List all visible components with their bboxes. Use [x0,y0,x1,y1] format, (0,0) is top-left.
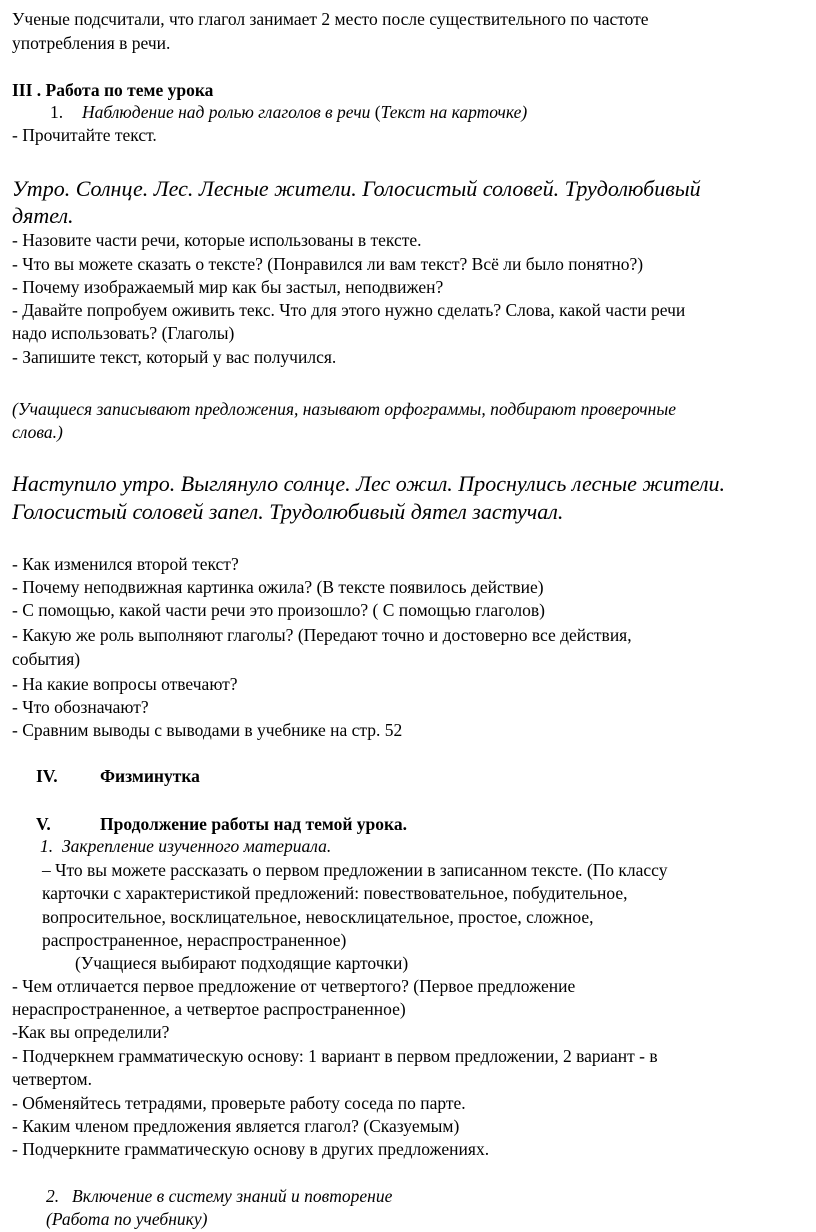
item-number: 1. [50,102,64,122]
numbered-item-2 [46,1185,392,1207]
question-line: - Каким членом предложения является глагол? (Сказуемым) [12,1116,460,1136]
section-heading-iii: III . Работа по теме урока [12,80,214,100]
item-number: 1. [40,836,54,856]
revised-text-line: Наступило утро. Выглянуло солнце. Лес ожил. Проснулись лесные жители. [12,471,726,496]
question-line: - Подчеркните грамматическую основу в других предложениях. [12,1139,490,1159]
item-number: 2. [46,1186,60,1206]
question-line: - Почему изображаемый мир как бы застыл, неподвижен? [12,277,444,297]
numbered-item-1 [40,835,331,857]
question-line: - Что обозначают? [12,697,149,717]
question-line: четвертом. [12,1069,92,1089]
paragraph-line: распространенное, нераспространенное) [42,930,347,950]
remark-line: (Учащиеся записывают предложения, называют орфограммы, подбирают проверочные [12,399,676,419]
question-line: - Запишите текст, который у вас получился. [12,347,337,367]
paragraph-line: карточки с характеристикой предложений: повествовательное, побудительное, [42,883,628,903]
question-line: события) [12,649,81,669]
question-line: нераспространенное, а четвертое распространенное) [12,999,406,1019]
item-title: Закрепление изученного материала. [62,836,332,856]
section-title: Продолжение работы над темой урока. [100,814,407,834]
sample-text-line: Утро. Солнце. Лес. Лесные жители. Голосистый соловей. Трудолюбивый [12,176,701,201]
question-line: - Чем отличается первое предложение от четвертого? (Первое предложение [12,976,576,996]
item-title: Наблюдение над ролью глаголов в речи [82,102,371,122]
paragraph-line: употребления в речи. [12,33,171,53]
question-line: - Какую же роль выполняют глаголы? (Передают точно и достоверно все действия, [12,625,632,645]
item-note: (Работа по учебнику) [46,1209,208,1229]
section-heading-v [36,813,407,835]
section-number: IV. [36,766,58,786]
question-line: - Давайте попробуем оживить текс. Что для этого нужно сделать? Слова, какой части речи [12,300,686,320]
remark-line: слова.) [12,422,63,442]
question-line: - С помощью, какой части речи это произошло? ( С помощью глаголов) [12,600,545,620]
paragraph-line: (Учащиеся выбирают подходящие карточки) [75,953,409,973]
section-number: V. [36,814,51,834]
item-paren: ( [370,102,381,122]
item-title: Включение в систему знаний и повторение [72,1186,393,1206]
question-line: - Как изменился второй текст? [12,554,239,574]
numbered-item-1 [50,101,527,123]
sample-text-line: дятел. [12,203,74,228]
question-line: - Что вы можете сказать о тексте? (Понравился ли вам текст? Всё ли было понятно?) [12,254,644,274]
question-line: - Обменяйтесь тетрадями, проверьте работу соседа по парте. [12,1093,466,1113]
question-line: - Почему неподвижная картинка ожила? (В тексте появилось действие) [12,577,544,597]
paragraph-line: Ученые подсчитали, что глагол занимает 2 место после существительного по частоте [12,9,649,29]
section-heading-iv [36,765,200,787]
question-line: -Как вы определили? [12,1022,170,1042]
question-line: - Сравним выводы с выводами в учебнике на стр. 52 [12,720,403,740]
paragraph-line: вопросительное, восклицательное, невосклицательное, простое, сложное, [42,907,594,927]
question-line: надо использовать? (Глаголы) [12,323,235,343]
paragraph-line: – Что вы можете рассказать о первом предложении в записанном тексте. (По классу [42,860,668,880]
paragraph-line: - Прочитайте текст. [12,125,157,145]
question-line: - Назовите части речи, которые использованы в тексте. [12,230,422,250]
question-line: - Подчеркнем грамматическую основу: 1 вариант в первом предложении, 2 вариант - в [12,1046,658,1066]
section-title: Физминутка [100,766,200,786]
item-note: Текст на карточке) [380,102,528,122]
question-line: - На какие вопросы отвечают? [12,674,238,694]
revised-text-line: Голосистый соловей запел. Трудолюбивый дятел застучал. [12,499,564,524]
